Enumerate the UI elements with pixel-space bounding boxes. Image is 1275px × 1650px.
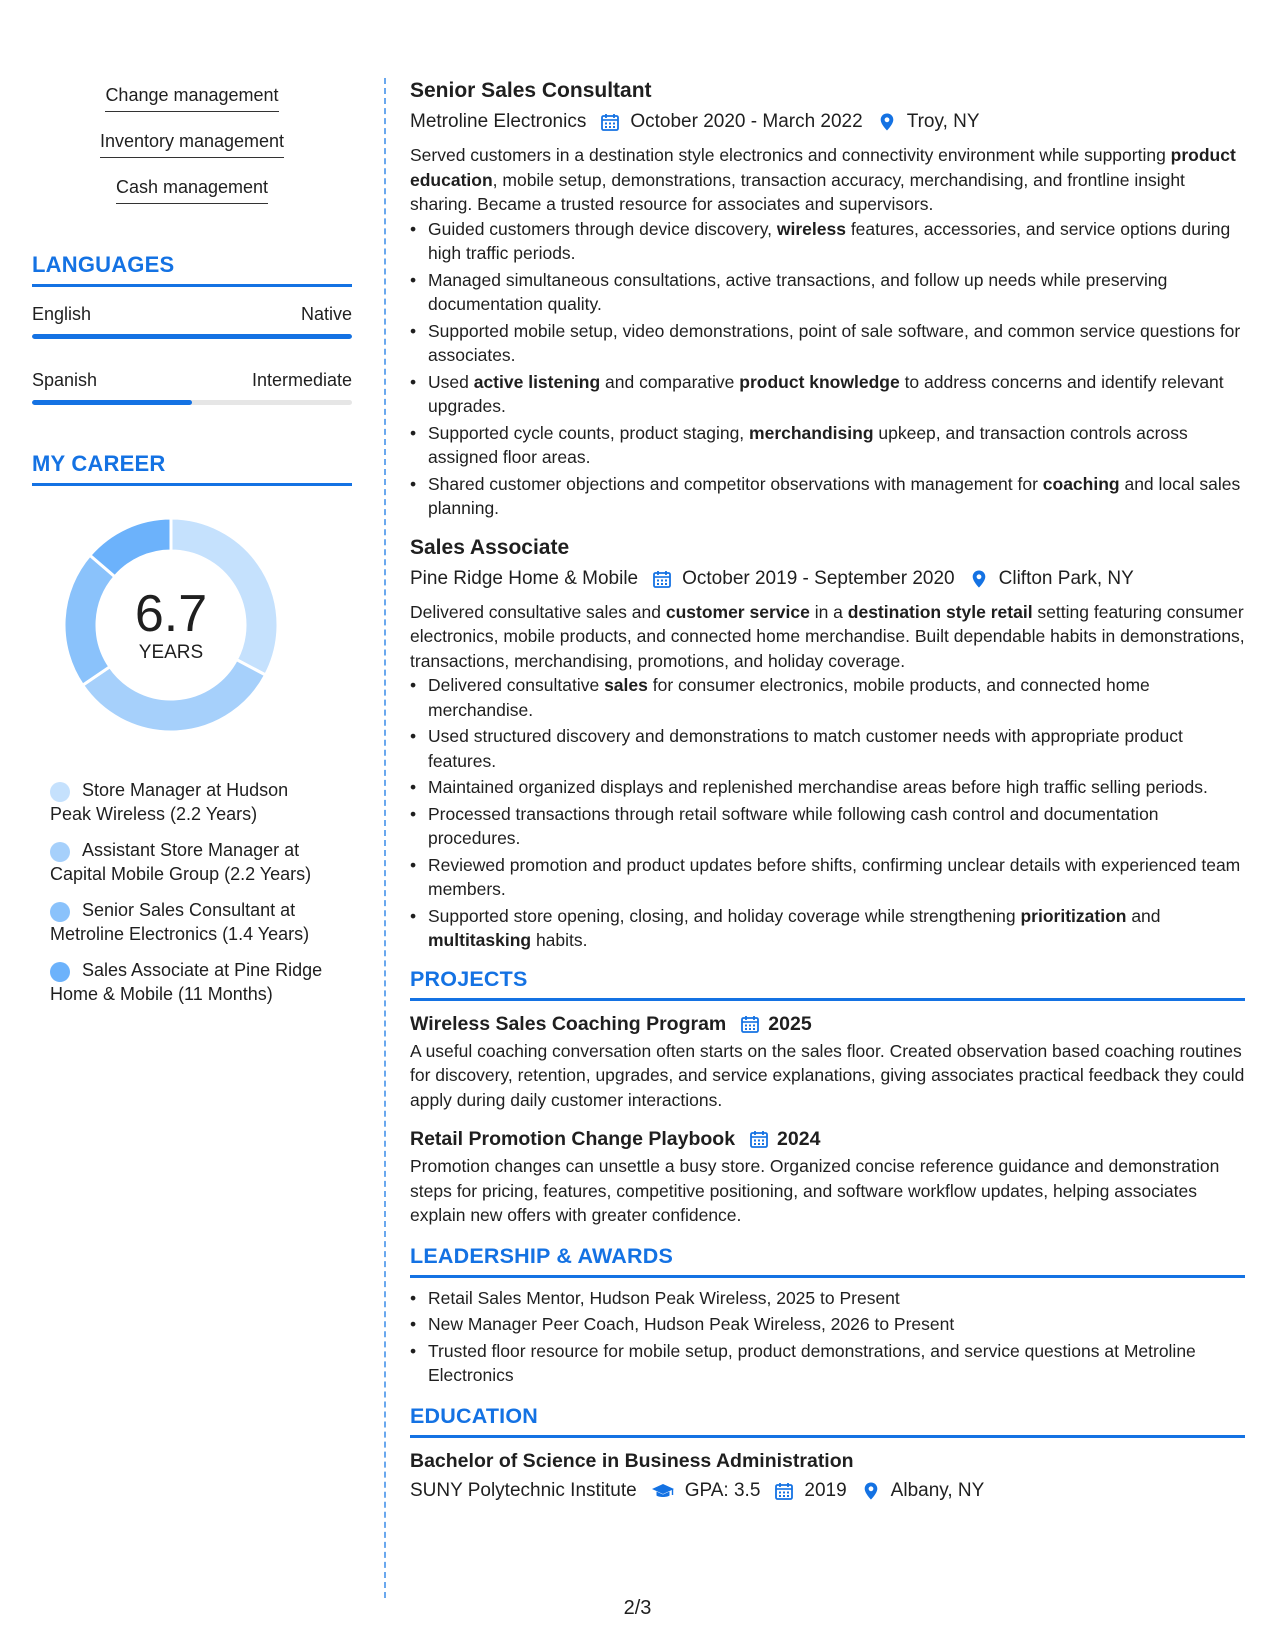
project-title: Retail Promotion Change Playbook <box>410 1128 736 1150</box>
career-legend-item <box>50 778 332 826</box>
language-level-bar <box>32 400 352 405</box>
project-description: Promotion changes can unsettle a busy store. Organized concise reference guidance and demonstration steps for pricing, features, competitive positioning, and software workflow updates, helping associates explain new offers with greater confidence. <box>410 1156 1220 1225</box>
job-entry <box>410 78 1245 521</box>
career-legend <box>32 778 332 1006</box>
job-title: Senior Sales Consultant <box>410 79 652 102</box>
job-bullet: • Maintained organized displays and replenished merchandise areas before high traffic selling periods. <box>410 775 1245 800</box>
language-level: Native <box>300 304 352 324</box>
project-year: 2024 <box>777 1128 821 1150</box>
job-bullet: • Reviewed promotion and product updates before shifts, confirming unclear details with experienced team members. <box>410 853 1245 902</box>
legend-dot-icon <box>50 902 70 922</box>
job-bullet: • Used active listening and comparative product knowledge to address concerns and identify relevant upgrades. <box>410 370 1245 419</box>
job-bullet: • Processed transactions through retail software while following cash control and documentation procedures. <box>410 802 1245 851</box>
education-meta <box>410 1478 1245 1504</box>
donut-slice <box>83 660 266 732</box>
leadership-heading: LEADERSHIP & AWARDS <box>410 1244 1245 1278</box>
language-english <box>32 303 352 339</box>
job-bullet: • Delivered consultative sales for consumer electronics, mobile products, and connected home merchandise. <box>410 673 1245 722</box>
job-bullet: • Managed simultaneous consultations, active transactions, and follow up needs while preserving documentation quality. <box>410 268 1245 317</box>
legend-label: Store Manager at Hudson Peak Wireless (2.2 Years) <box>50 780 289 824</box>
education-heading: EDUCATION <box>410 1404 1245 1438</box>
calendar-icon <box>749 1129 769 1149</box>
job-bullet: • Used structured discovery and demonstrations to match customer needs with appropriate product features. <box>410 724 1245 773</box>
skill-item: Inventory management <box>100 130 284 158</box>
calendar-icon <box>740 1014 760 1034</box>
calendar-icon <box>600 112 620 132</box>
leadership-list <box>410 1286 1245 1388</box>
job-company: Metroline Electronics <box>410 111 587 132</box>
job-bullet: • Supported cycle counts, product staging, merchandising upkeep, and transaction controls across assigned floor areas. <box>410 421 1245 470</box>
calendar-icon <box>774 1481 794 1501</box>
legend-dot-icon <box>50 782 70 802</box>
job-dates: October 2020 - March 2022 <box>630 111 863 132</box>
legend-label: Sales Associate at Pine Ridge Home & Mobile (11 Months) <box>50 960 323 1004</box>
legend-dot-icon <box>50 842 70 862</box>
job-meta <box>410 566 1245 592</box>
project-title: Wireless Sales Coaching Program <box>410 1012 727 1035</box>
legend-label: Senior Sales Consultant at Metroline Electronics (1.4 Years) <box>50 900 310 944</box>
education-degree: Bachelor of Science in Business Administration <box>410 1449 854 1472</box>
job-bullets <box>410 673 1245 953</box>
skill-item: Change management <box>105 84 278 112</box>
language-name: Spanish <box>32 370 98 390</box>
job-bullet: • Supported mobile setup, video demonstrations, point of sale software, and common service questions for associates. <box>410 319 1245 368</box>
leadership-item: • New Manager Peer Coach, Hudson Peak Wireless, 2026 to Present <box>410 1312 1245 1337</box>
career-total-value: 6.7 <box>134 585 208 643</box>
location-pin-icon <box>877 112 897 132</box>
column-divider <box>384 78 386 1598</box>
location-pin-icon <box>969 569 989 589</box>
skill-item: Cash management <box>116 176 268 204</box>
right-column <box>410 78 1245 1504</box>
job-dates: October 2019 - September 2020 <box>682 567 955 589</box>
calendar-icon <box>652 569 672 589</box>
skills-list <box>32 84 352 222</box>
job-bullet: • Guided customers through device discovery, wireless features, accessories, and service options during high traffic periods. <box>410 217 1245 266</box>
career-section <box>32 451 352 1006</box>
language-level: Intermediate <box>251 370 352 390</box>
language-name: English <box>32 304 92 324</box>
job-bullet: • Supported store opening, closing, and holiday coverage while strengthening prioritization and multitasking habits. <box>410 904 1245 953</box>
leadership-section <box>410 1244 1245 1388</box>
project-title-row <box>410 1126 1245 1152</box>
project-title-row <box>410 1011 1245 1037</box>
career-legend-item <box>50 838 332 886</box>
languages-section <box>32 252 352 405</box>
education-gpa: GPA: 3.5 <box>684 1479 761 1501</box>
graduation-cap-icon <box>651 1481 675 1501</box>
education-school: SUNY Polytechnic Institute <box>410 1479 637 1501</box>
job-title: Sales Associate <box>410 535 570 559</box>
leadership-item: • Trusted floor resource for mobile setup, product demonstrations, and service questions at Metroline Electronics <box>410 1339 1245 1388</box>
project-year: 2025 <box>768 1012 812 1035</box>
projects-heading: PROJECTS <box>410 967 1245 1001</box>
job-bullet: • Shared customer objections and competitor observations with management for coaching and local sales planning. <box>410 472 1245 521</box>
education-year: 2019 <box>804 1479 847 1501</box>
left-column <box>32 84 352 1018</box>
job-entry <box>410 535 1245 953</box>
language-level-fill <box>32 400 192 405</box>
career-legend-item <box>50 958 332 1006</box>
career-donut <box>32 518 352 748</box>
education-section <box>410 1404 1245 1504</box>
languages-heading: LANGUAGES <box>32 252 352 287</box>
job-location: Troy, NY <box>906 111 980 132</box>
language-level-bar <box>32 334 352 339</box>
job-summary: Delivered consultative sales and customer service in a destination style retail setting featuring consumer electronics, mobile products, and connected home merchandise. Built dependable habits in demonstrations, transactions, merchandising, promotions, and holiday coverage. <box>410 601 1245 671</box>
legend-label: Assistant Store Manager at Capital Mobile Group (2.2 Years) <box>50 840 312 884</box>
career-total-unit: YEARS <box>138 642 204 663</box>
leadership-item: • Retail Sales Mentor, Hudson Peak Wireless, 2025 to Present <box>410 1286 1245 1311</box>
career-heading: MY CAREER <box>32 451 352 486</box>
career-legend-item <box>50 898 332 946</box>
projects-section <box>410 967 1245 1228</box>
job-bullets <box>410 217 1245 521</box>
job-company: Pine Ridge Home & Mobile <box>410 567 639 589</box>
location-pin-icon <box>861 1481 881 1501</box>
project-description: A useful coaching conversation often starts on the sales floor. Created observation based coaching routines for discovery, retention, upgrades, and service explanations, giving associates practical feedback they could apply during daily customer interactions. <box>410 1040 1245 1110</box>
legend-dot-icon <box>50 962 70 982</box>
job-location: Clifton Park, NY <box>998 567 1134 589</box>
job-summary: Served customers in a destination style electronics and connectivity environment while supporting product education, mobile setup, demonstrations, transaction accuracy, merchandising, and frontline insight sharing. Became a trusted resource for associates and supervisors. <box>410 145 1236 214</box>
language-spanish <box>32 369 352 405</box>
education-location: Albany, NY <box>890 1479 985 1501</box>
language-level-fill <box>32 334 352 339</box>
job-meta <box>410 109 1245 135</box>
page-number: 2/3 <box>623 1597 652 1619</box>
